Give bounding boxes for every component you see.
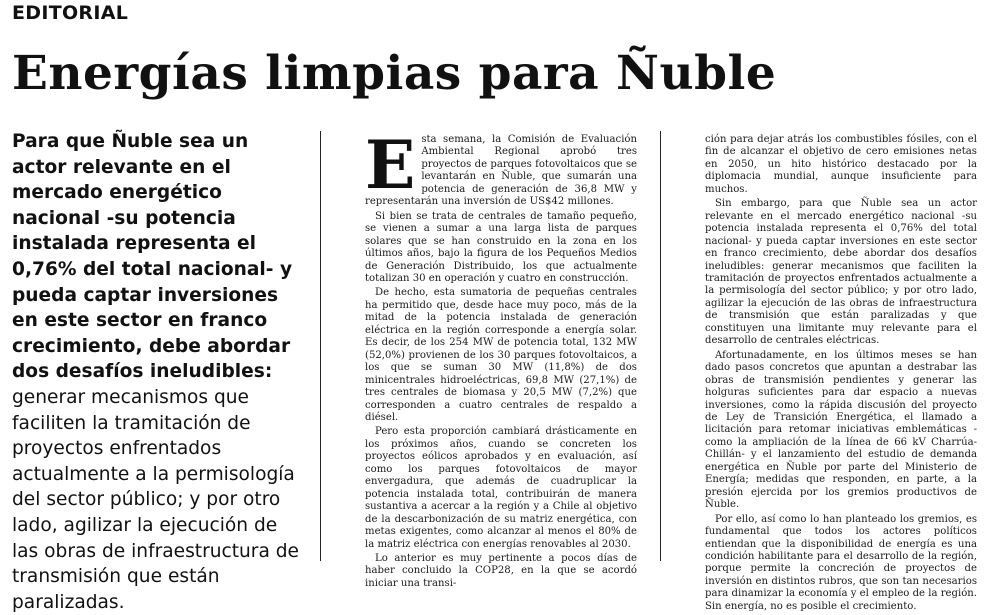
- body-paragraph: Lo anterior es muy pertinente a pocos días de haber concluido la COP28, en la que se acordó iniciar una transi-: [365, 552, 637, 589]
- body-paragraph: ción para dejar atrás los combustibles fósiles, con el fin de alcanzar el objetivo de cero emisiones netas en 2050, un hito histórico destacado por la diplomacia mundial, aunque insuficiente para muchos.: [705, 134, 977, 195]
- lede-bold-text: Para que Ñuble sea un actor relevante en el mercado energético nacional -su potencia instalada representa el 0,76% del total nacional- y pueda captar inversiones en este sector en franco crecimiento, debe abordar dos desafíos ineludibles:: [12, 131, 293, 383]
- lede-paragraph: [12, 129, 302, 615]
- body-paragraph: De hecho, esta sumatoria de pequeñas centrales ha permitido que, desde hace muy poco, más de la mitad de la potencia instalada de generación eléctrica en la región corresponde a energía solar. Es decir, de los 254 MW de potencia total, 132 MW (52,0%) provienen de los 30 parques fotovoltaicos, a los que se suman 30 MW (11,8%) de dos minicentrales hidroeléctricas, 69,8 MW (27,1%) de tres centrales de biomasa y 20,5 MW (7,2%) que corresponden a cuatro centrales de respaldo a diésel.: [365, 287, 637, 423]
- body-column-2: [705, 134, 977, 615]
- body-paragraph: Afortunadamente, en los últimos meses se han dado pasos concretos que apuntan a destrabar las obras de transmisión pendientes y generar las holguras suficientes para dar espacio a nuevas inversiones, como la rápida discusión del proyecto de Ley de Transición Energética, el llamado a licitación para retomar iniciativas emblemáticas -como la ampliación de la línea de 66 kV Charrúa-Chillán- y el lanzamiento del estudio de demanda energética en Ñuble por parte del Ministerio de Energía; medidas que responden, en parte, a la presión ejercida por los gremios productivos de Ñuble.: [705, 349, 977, 511]
- article-title: Energías limpias para Ñuble: [12, 46, 777, 101]
- body-paragraph: Si bien se trata de centrales de tamaño pequeño, se vienen a sumar a una larga lista de parques solares que se han construido en la zona en los últimos años, bajo la figura de los Pequeños Medios de Generación Distribuido, los que actualmente totalizan 30 en operación y cuatro en construcción.: [365, 210, 637, 284]
- column-divider: [660, 131, 661, 561]
- column-divider: [320, 131, 321, 561]
- body-paragraph: Por ello, así como lo han planteado los gremios, es fundamental que todos los actores políticos entiendan que la disponibilidad de energía es una condición habilitante para el desarrollo de la región, porque permite la concreción de proyectos de inversión en distintos rubros, que son tan necesarios para dinamizar la economía y el empleo de la región. Sin energía, no es posible el crecimiento.: [705, 513, 977, 612]
- body-paragraph: Pero esta proporción cambiará drásticamente en los próximos años, cuando se concreten los proyectos eólicos aprobados y en evaluación, así como los parques fotovoltaicos de mayor envergadura, que además de cuadruplicar la potencia instalada total, contribuirán de manera sustantiva a acercar a la región y a Chile al objetivo de la descarbonización de su matriz energética, con metas exigentes, como alcanzar al menos el 80% de la matriz eléctrica con energías renovables al 2030.: [365, 426, 637, 550]
- body-paragraph: Esta semana, la Comisión de Evaluación Ambiental Regional aprobó tres proyectos de parques fotovoltaicos que se levantarán en Ñuble, que sumarán una potencia de generación de 36,8 MW y representarán una inversión de US$42 millones.: [365, 126, 637, 208]
- lede-regular-text: generar mecanismos que faciliten la tramitación de proyectos enfrentados actualmente a la permisología del sector público; y por otro lado, agilizar la ejecución de las obras de infraestructura de transmisión que están paralizadas.: [12, 386, 299, 613]
- drop-cap: E: [365, 126, 416, 204]
- body-column-1: [365, 126, 637, 592]
- section-label: EDITORIAL: [12, 2, 129, 24]
- body-paragraph: Sin embargo, para que Ñuble sea un actor relevante en el mercado energético nacional -su potencia instalada representa el 0,76% del total nacional- y pueda captar inversiones en este sector en franco crecimiento, debe abordar dos desafíos ineludibles: generar mecanismos que faciliten la tramitación de proyectos enfrentados actualmente a la permisología del sector público; y por otro lado, agilizar la ejecución de las obras de infraestructura de transmisión que están paralizadas y que constituyen una limitante muy relevante para el desarrollo de centrales eléctricas.: [705, 198, 977, 347]
